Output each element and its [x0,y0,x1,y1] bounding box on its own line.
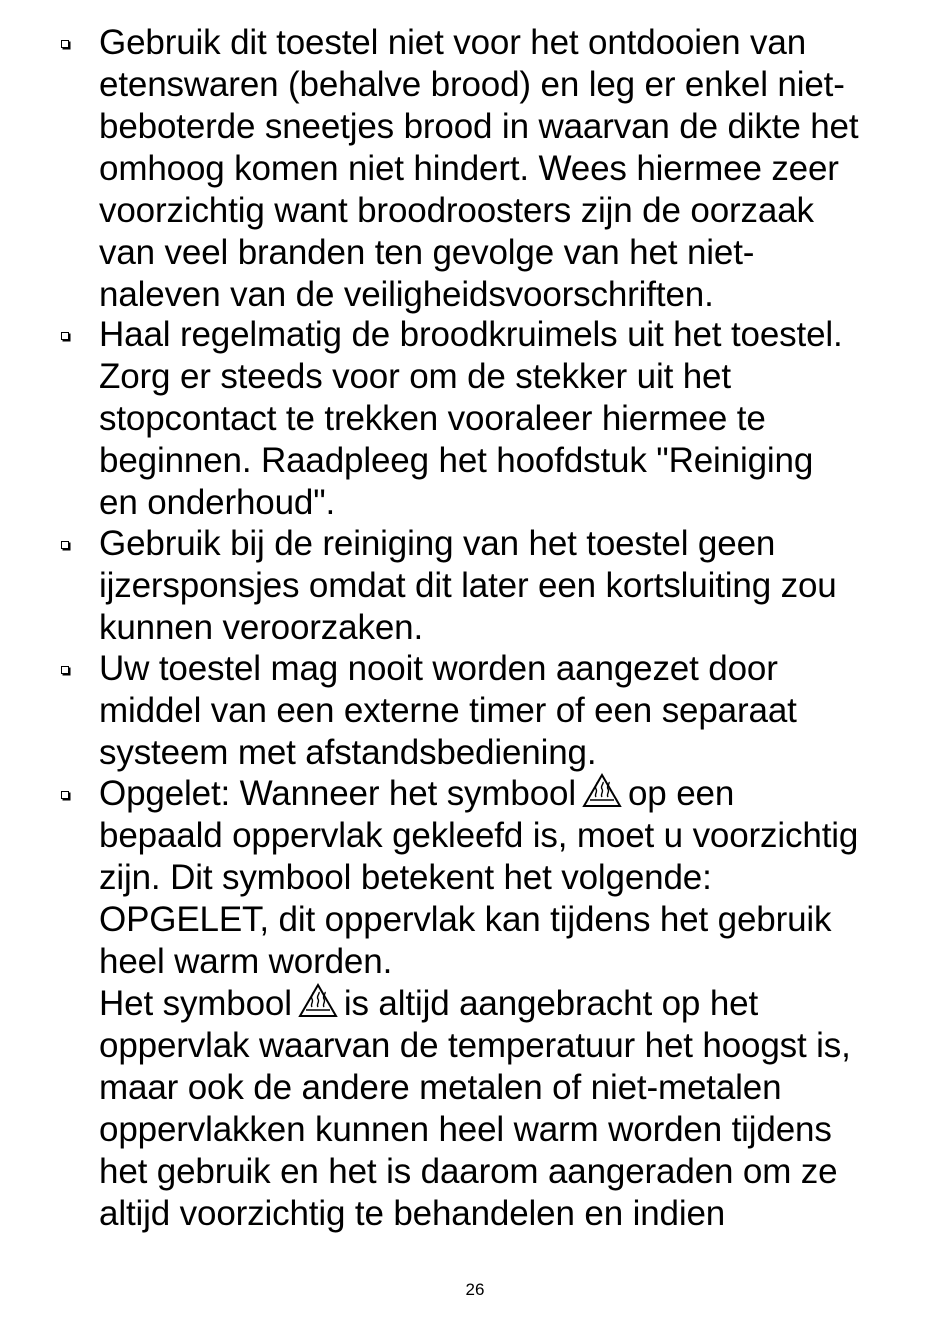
text-line: bepaald oppervlak gekleefd is, moet u voorzichtig [99,816,859,855]
text-line: systeem met afstandsbediening. [99,733,597,772]
text-line: zijn. Dit symbool betekent het volgende: [99,858,712,897]
text-line: stopcontact te trekken vooraleer hiermee te [99,399,766,438]
text-line: het gebruik en het is daarom aangeraden om ze [99,1152,838,1191]
text-line: middel van een externe timer of een separaat [99,691,797,730]
text-line: etenswaren (behalve brood) en leg er enkel niet- [99,65,845,104]
text-line: omhoog komen niet hindert. Wees hiermee zeer [99,149,839,188]
page-number: 26 [465,1280,485,1299]
text-fragment: op een [627,774,735,813]
square-bullet-icon [61,791,69,799]
text-line: voorzichtig want broodroosters zijn de oorzaak [99,191,814,230]
square-bullet-icon [61,40,69,48]
square-bullet-icon [61,332,69,340]
text-line: maar ook de andere metalen of niet-metalen [99,1068,782,1107]
text-line: naleven van de veiligheidsvoorschriften. [99,275,714,314]
text-line: OPGELET, dit oppervlak kan tijdens het gebruik [99,900,832,939]
square-bullet-icon [61,541,69,549]
text-line-with-symbol [99,983,758,1025]
text-fragment: is altijd aangebracht op het [343,984,759,1023]
text-line: Gebruik dit toestel niet voor het ontdooien van [99,23,807,62]
hot-surface-warning-icon [298,983,338,1019]
text-fragment: Opgelet: Wanneer het symbool [99,774,576,813]
text-line-with-symbol [99,773,734,815]
text-line: ijzersponsjes omdat dit later een kortsluiting zou [99,566,837,605]
text-line: en onderhoud". [99,483,336,522]
text-line: beboterde sneetjes brood in waarvan de dikte het [99,107,859,146]
text-line: Uw toestel mag nooit worden aangezet door [99,649,778,688]
text-fragment: Het symbool [99,984,292,1023]
text-line: Haal regelmatig de broodkruimels uit het toestel. [99,315,843,354]
text-line: oppervlakken kunnen heel warm worden tijdens [99,1110,832,1149]
text-line: Gebruik bij de reiniging van het toestel geen [99,524,776,563]
text-line: altijd voorzichtig te behandelen en indien [99,1194,726,1233]
text-line: beginnen. Raadpleeg het hoofdstuk "Reiniging [99,441,814,480]
square-bullet-icon [61,666,69,674]
text-line: heel warm worden. [99,942,393,981]
text-line: Zorg er steeds voor om de stekker uit het [99,357,731,396]
hot-surface-warning-icon [582,773,622,809]
text-line: oppervlak waarvan de temperatuur het hoogst is, [99,1026,851,1065]
text-line: kunnen veroorzaken. [99,608,424,647]
text-line: van veel branden ten gevolge van het niet- [99,233,755,272]
